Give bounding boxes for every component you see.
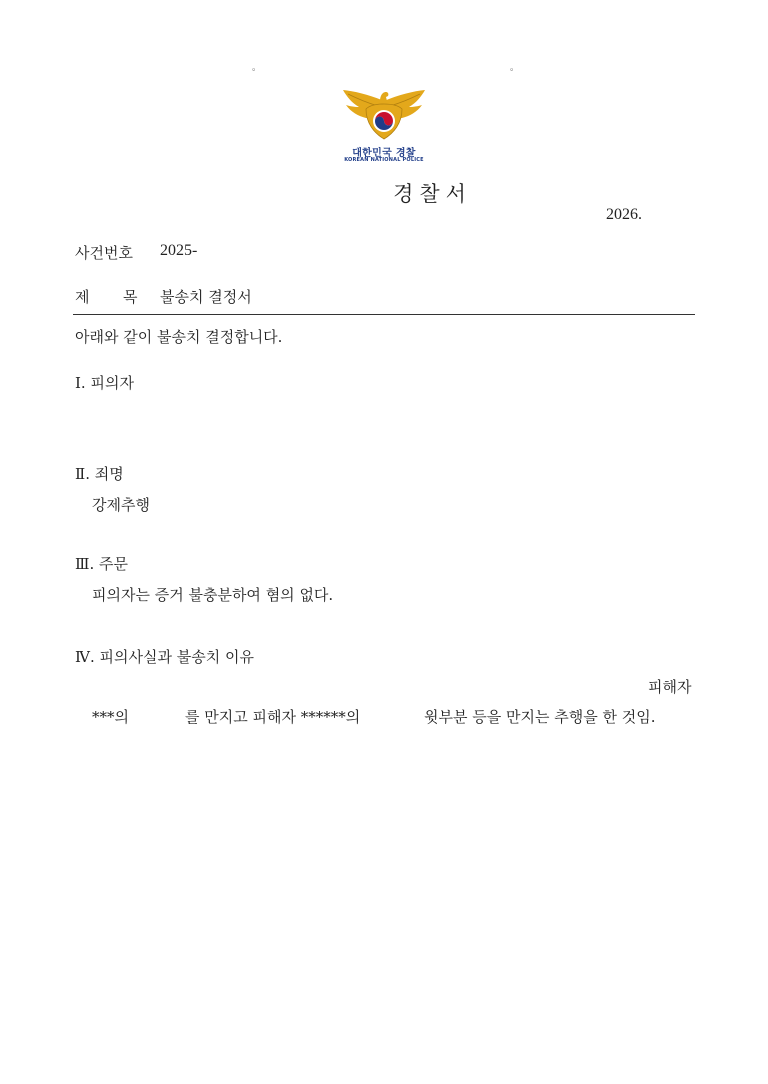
section-1-heading: Ⅰ. 피의자 [75, 374, 134, 392]
section-4-line2-part-a: ***의 [92, 708, 129, 726]
police-emblem-icon [340, 87, 428, 145]
subject-label-second: 목 [123, 288, 138, 306]
emblem-text-english: KOREAN NATIONAL POLICE [344, 157, 424, 163]
section-4-line2-part-c: 윗부분 등을 만지는 추행을 한 것임. [424, 708, 656, 726]
section-3-body: 피의자는 증거 불충분하여 혐의 없다. [92, 586, 334, 604]
case-number-value: 2025- [160, 242, 198, 259]
page-title: 경찰서 [393, 182, 472, 206]
emblem-text-korean: 대한민국 경찰 [352, 148, 416, 159]
section-2-body: 강제추행 [92, 496, 150, 514]
header-dot-right: 。 [510, 63, 520, 73]
intro-text: 아래와 같이 불송치 결정합니다. [75, 328, 283, 346]
subject-label-first: 제 [75, 288, 90, 306]
header-divider [73, 314, 695, 315]
section-4-line2-part-b: 를 만지고 피해자 ******의 [185, 708, 361, 726]
section-4-heading: Ⅳ. 피의사실과 불송치 이유 [75, 648, 254, 666]
subject-value: 불송치 결정서 [160, 288, 252, 306]
header-dot-left: 。 [252, 63, 262, 73]
case-number-label: 사건번호 [75, 244, 133, 262]
section-4-line1-victim: 피해자 [648, 678, 692, 696]
document-date: 2026. [606, 206, 642, 223]
police-emblem [340, 87, 428, 167]
section-2-heading: Ⅱ. 죄명 [75, 465, 124, 483]
section-3-heading: Ⅲ. 주문 [75, 555, 128, 573]
